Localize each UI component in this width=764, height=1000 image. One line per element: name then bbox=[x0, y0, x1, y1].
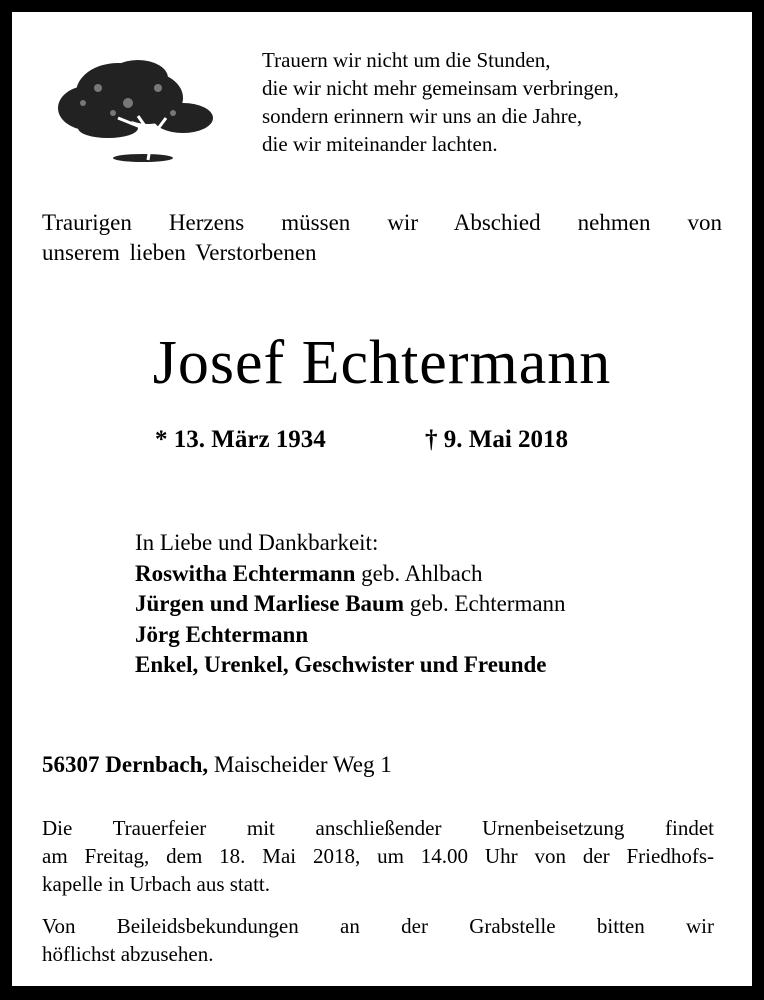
poem bbox=[262, 46, 619, 158]
family-member: Roswitha Echtermann geb. Ahlbach bbox=[135, 560, 483, 586]
ceremony-text: Die Trauerfeier mit anschließender Urnenbeisetzung findet am Freitag, dem 18. Mai 2018, um 14.00 Uhr von der Friedhofs- kapelle in Urbach aus statt. bbox=[42, 816, 714, 896]
poem-line: die wir nicht mehr gemeinsam verbringen, bbox=[262, 76, 619, 100]
intro-line: Traurigen Herzens müssen wir Abschied nehmen von bbox=[42, 210, 722, 235]
address-city: 56307 Dernbach, bbox=[42, 752, 209, 777]
family-list bbox=[135, 528, 566, 681]
family-member: Enkel, Urenkel, Geschwister und Freunde bbox=[135, 652, 547, 677]
address bbox=[42, 752, 392, 778]
family-member: Jörg Echtermann bbox=[135, 621, 309, 647]
death-date: † 9. Mai 2018 bbox=[425, 426, 569, 453]
deceased-name: Josef Echtermann bbox=[152, 329, 612, 397]
family-heading: In Liebe und Dankbarkeit: bbox=[135, 530, 379, 555]
intro-line: unserem lieben Verstorbenen bbox=[42, 240, 317, 265]
condolence-text: Von Beileidsbekundungen an der Grabstelle bitten wir höflichst abzusehen. bbox=[42, 914, 714, 966]
poem-line: sondern erinnern wir uns an die Jahre, bbox=[262, 104, 583, 128]
family-member: Jürgen und Marliese Baum geb. Echtermann bbox=[135, 591, 566, 616]
address-street: Maischeider Weg 1 bbox=[208, 752, 392, 777]
intro-text bbox=[42, 208, 722, 268]
poem-line: Trauern wir nicht um die Stunden, bbox=[262, 48, 551, 72]
birth-date: * 13. März 1934 bbox=[155, 426, 326, 453]
poem-line: die wir miteinander lachten. bbox=[262, 132, 498, 156]
obituary-notice bbox=[12, 12, 752, 986]
tree-illustration bbox=[48, 48, 228, 168]
